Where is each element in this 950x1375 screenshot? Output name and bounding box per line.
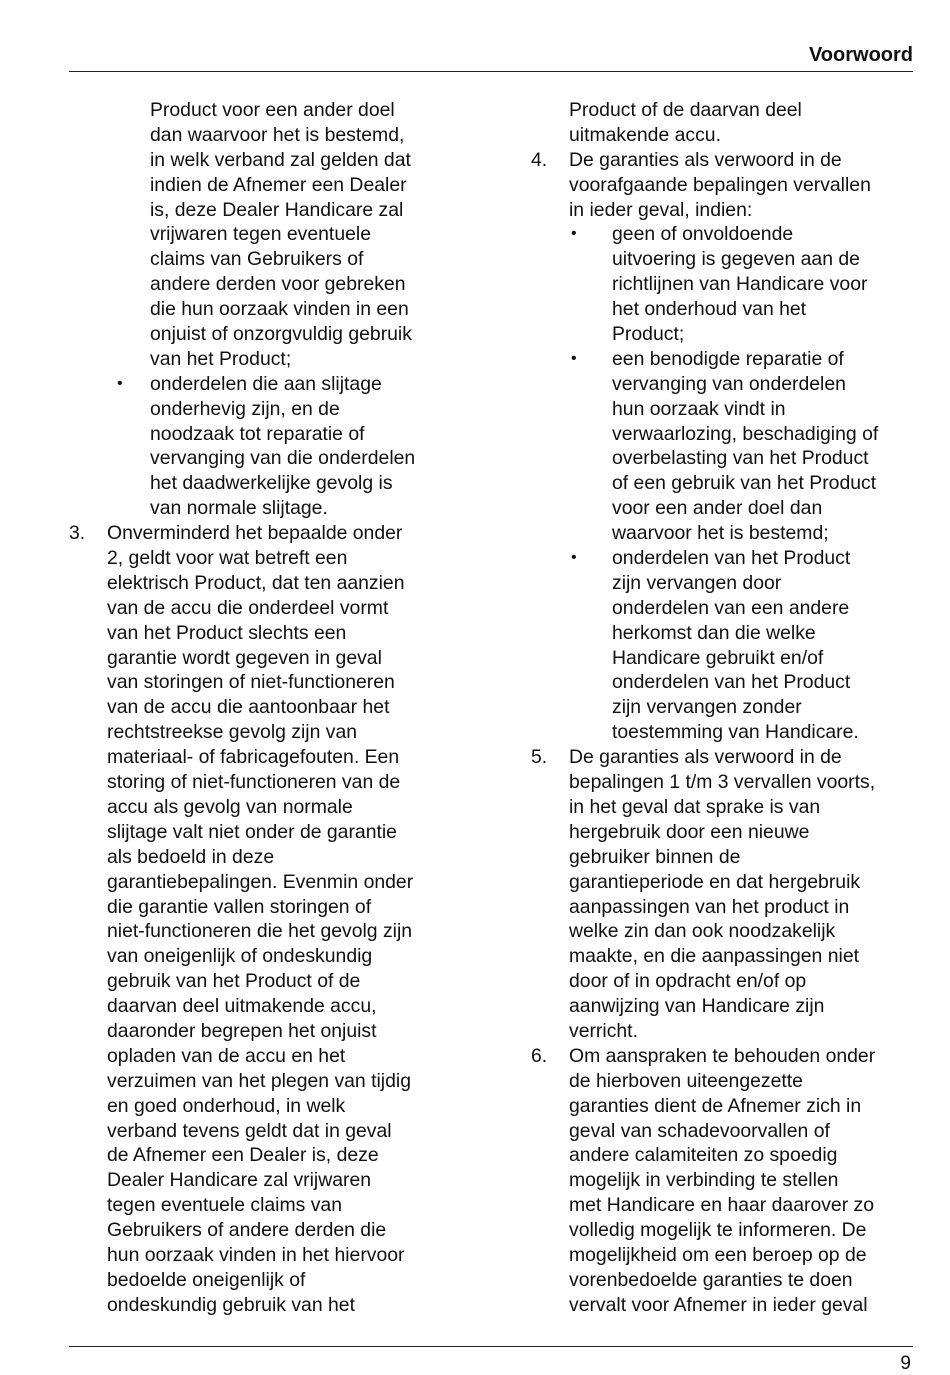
line-text: Om aanspraken te behouden onder — [569, 1044, 876, 1067]
text-line — [69, 994, 469, 1019]
text-line — [69, 1243, 469, 1268]
line-text: indien de Afnemer een Dealer — [150, 173, 407, 196]
line-text: Product of de daarvan deel — [569, 99, 802, 121]
text-line — [531, 969, 931, 994]
line-text: of een gebruik van het Product — [612, 472, 877, 495]
text-line — [69, 1293, 469, 1318]
text-line — [531, 621, 931, 646]
text-line — [531, 695, 931, 720]
line-text: hun oorzaak vindt in — [612, 397, 786, 420]
line-text: verzuimen van het plegen van tijdig — [107, 1069, 411, 1092]
line-text: van de accu die onderdeel vormt — [107, 596, 389, 619]
text-line — [531, 297, 931, 322]
line-text: mogelijk in verbinding te stellen — [569, 1169, 839, 1192]
line-text: Handicare gebruikt en/of — [612, 646, 824, 669]
text-line — [531, 1069, 931, 1094]
text-line — [69, 198, 469, 223]
text-line — [531, 646, 931, 671]
left-column — [69, 98, 469, 1318]
text-line — [531, 795, 931, 820]
line-text: hun oorzaak vinden in het hiervoor — [107, 1243, 405, 1266]
text-line — [69, 720, 469, 745]
line-text: claims van Gebruikers of — [150, 248, 364, 271]
line-text: ondeskundig gebruik van het — [107, 1293, 355, 1316]
line-text: het onderhoud van het — [612, 298, 807, 321]
line-text: onderdelen van een andere — [612, 596, 850, 619]
text-line — [531, 397, 931, 422]
line-text: herkomst dan die welke — [612, 621, 816, 644]
line-text: de hierboven uiteengezette — [569, 1069, 803, 1092]
line-text: rechtstreekse gevolg zijn van — [107, 721, 358, 744]
line-text: richtlijnen van Handicare voor — [612, 273, 868, 296]
line-text: andere calamiteiten zo spoedig — [569, 1144, 838, 1167]
text-line — [531, 1019, 931, 1044]
line-text: Product; — [612, 323, 685, 346]
text-line — [69, 895, 469, 920]
line-text: hergebruik door een nieuwe — [569, 820, 810, 843]
text-line — [69, 1168, 469, 1193]
text-line — [69, 446, 469, 471]
text-line — [69, 297, 469, 322]
text-line — [69, 272, 469, 297]
line-text: gebruik van het Product of de — [107, 970, 361, 993]
line-text: Dealer Handicare zal vrijwaren — [107, 1169, 372, 1192]
text-line — [531, 845, 931, 870]
text-line — [531, 148, 931, 173]
text-line — [531, 1119, 931, 1144]
line-text: aanpassingen van het product in — [569, 895, 850, 918]
bullet-icon: • — [571, 549, 577, 567]
text-line — [531, 546, 931, 571]
line-text: tegen eventuele claims van — [107, 1194, 342, 1217]
line-text: noodzaak tot reparatie of — [150, 422, 365, 445]
line-text: vrijwaren tegen eventuele — [150, 223, 371, 246]
text-line — [531, 1094, 931, 1119]
bullet-icon: • — [117, 374, 123, 392]
line-text: van oneigenlijk of ondeskundig — [107, 945, 373, 968]
line-text: het daadwerkelijke gevolg is — [150, 472, 393, 495]
text-line — [531, 1193, 931, 1218]
line-text: en goed onderhoud, in welk — [107, 1094, 346, 1117]
text-line — [531, 1168, 931, 1193]
text-line — [531, 670, 931, 695]
text-line — [69, 173, 469, 198]
text-line — [69, 123, 469, 148]
line-text: De garanties als verwoord in de — [569, 746, 842, 769]
line-text: van het Product; — [150, 347, 292, 370]
line-text: garanties dient de Afnemer zich in — [569, 1094, 862, 1117]
text-line — [69, 247, 469, 272]
text-line — [531, 222, 931, 247]
line-text: onderdelen die aan slijtage — [150, 372, 382, 395]
line-text: slijtage valt niet onder de garantie — [107, 820, 397, 843]
line-text: vorenbedoelde garanties te doen — [569, 1268, 853, 1291]
line-text: in het geval dat sprake is van — [569, 795, 821, 818]
list-number: 4. — [531, 148, 548, 171]
line-text: garantie wordt gegeven in geval — [107, 646, 382, 669]
text-line — [69, 621, 469, 646]
text-line — [531, 372, 931, 397]
line-text: Product voor een ander doel — [150, 99, 395, 121]
text-line — [69, 98, 469, 123]
line-text: geen of onvoldoende — [612, 223, 794, 246]
text-line — [69, 1069, 469, 1094]
line-text: andere derden voor gebreken — [150, 273, 406, 296]
line-text: toestemming van Handicare. — [612, 721, 859, 744]
line-text: aanwijzing van Handicare zijn — [569, 995, 825, 1018]
text-line — [69, 670, 469, 695]
text-line — [531, 994, 931, 1019]
text-line — [531, 247, 931, 272]
text-line — [531, 347, 931, 372]
text-line — [69, 820, 469, 845]
text-line — [531, 322, 931, 347]
line-text: materiaal- of fabricagefouten. Een — [107, 746, 400, 769]
text-line — [69, 1094, 469, 1119]
text-line — [69, 222, 469, 247]
text-line — [69, 845, 469, 870]
line-text: van storingen of niet-functioneren — [107, 671, 395, 694]
list-number: 5. — [531, 746, 548, 769]
line-text: een benodigde reparatie of — [612, 347, 844, 370]
line-text: door of in opdracht en/of op — [569, 970, 807, 993]
line-text: Gebruikers of andere derden die — [107, 1219, 387, 1242]
text-line — [531, 596, 931, 621]
line-text: waarvoor het is bestemd; — [612, 522, 829, 545]
line-text: garantieperiode en dat hergebruik — [569, 870, 861, 893]
line-text: in welk verband zal gelden dat — [150, 148, 411, 171]
text-line — [69, 546, 469, 571]
line-text: van de accu die aantoonbaar het — [107, 696, 390, 719]
text-line — [531, 198, 931, 223]
text-line — [69, 397, 469, 422]
text-line — [531, 521, 931, 546]
line-text: als bedoeld in deze — [107, 845, 275, 868]
text-line — [69, 1019, 469, 1044]
line-text: die garantie vallen storingen of — [107, 895, 372, 918]
line-text: vervalt voor Afnemer in ieder geval — [569, 1293, 868, 1316]
line-text: bepalingen 1 t/m 3 vervallen voorts, — [569, 771, 876, 794]
line-text: overbelasting van het Product — [612, 447, 869, 470]
line-text: Onverminderd het bepaalde onder — [107, 522, 403, 545]
text-line — [69, 496, 469, 521]
text-line — [531, 571, 931, 596]
text-line — [531, 919, 931, 944]
text-line — [69, 148, 469, 173]
line-text: van het Product slechts een — [107, 621, 347, 644]
text-line — [69, 944, 469, 969]
line-text: voor een ander doel dan — [612, 497, 823, 520]
text-line — [531, 471, 931, 496]
line-text: is, deze Dealer Handicare zal — [150, 198, 404, 221]
text-line — [531, 1143, 931, 1168]
text-line — [531, 895, 931, 920]
text-line — [531, 770, 931, 795]
line-text: welke zin dan ook noodzakelijk — [569, 920, 836, 943]
text-line — [69, 422, 469, 447]
text-line — [531, 870, 931, 895]
line-text: onjuist of onzorgvuldig gebruik — [150, 323, 412, 346]
line-text: accu als gevolg van normale — [107, 795, 353, 818]
text-line — [69, 1193, 469, 1218]
line-text: storing of niet-functioneren van de — [107, 771, 401, 794]
line-text: de Afnemer een Dealer is, deze — [107, 1144, 379, 1167]
text-line — [69, 870, 469, 895]
text-line — [69, 745, 469, 770]
text-line — [531, 422, 931, 447]
text-line — [69, 795, 469, 820]
list-number: 6. — [531, 1044, 548, 1067]
line-text: daarvan deel uitmakende accu, — [107, 995, 377, 1018]
text-line — [531, 745, 931, 770]
line-text: gebruiker binnen de — [569, 845, 741, 868]
page-header-title: Voorwoord — [808, 44, 913, 66]
text-line — [531, 944, 931, 969]
line-text: in ieder geval, indien: — [569, 198, 753, 221]
line-text: uitvoering is gegeven aan de — [612, 248, 860, 271]
line-text: niet-functioneren die het gevolg zijn — [107, 920, 413, 943]
line-text: daaronder begrepen het onjuist — [107, 1019, 377, 1042]
line-text: dan waarvoor het is bestemd, — [150, 123, 405, 146]
list-number: 3. — [69, 522, 86, 545]
text-line — [69, 471, 469, 496]
line-text: volledig mogelijk te informeren. De — [569, 1219, 867, 1242]
text-line — [69, 521, 469, 546]
line-text: 2, geldt voor wat betreft een — [107, 547, 348, 570]
text-line — [531, 1293, 931, 1318]
line-text: verricht. — [569, 1019, 638, 1042]
text-line — [69, 770, 469, 795]
text-line — [531, 1044, 931, 1069]
line-text: onderdelen van het Product — [612, 547, 851, 570]
line-text: opladen van de accu en het — [107, 1044, 346, 1067]
text-line — [69, 1218, 469, 1243]
line-text: onderhevig zijn, en de — [150, 397, 340, 420]
line-text: met Handicare en haar daarover zo — [569, 1194, 875, 1217]
line-text: mogelijkheid om een beroep op de — [569, 1243, 867, 1266]
header-divider — [69, 71, 913, 72]
line-text: garantiebepalingen. Evenmin onder — [107, 870, 414, 893]
text-line — [69, 322, 469, 347]
line-text: verwaarlozing, beschadiging of — [612, 422, 879, 445]
right-column — [531, 98, 931, 1318]
text-line — [69, 372, 469, 397]
bullet-icon: • — [571, 225, 577, 243]
text-line — [531, 1243, 931, 1268]
text-line — [531, 1218, 931, 1243]
line-text: elektrisch Product, dat ten aanzien — [107, 571, 405, 594]
text-line — [69, 1143, 469, 1168]
text-line — [69, 571, 469, 596]
text-line — [531, 173, 931, 198]
line-text: verband tevens geldt dat in geval — [107, 1119, 392, 1142]
line-text: zijn vervangen zonder — [612, 696, 802, 719]
line-text: bedoelde oneigenlijk of — [107, 1268, 306, 1291]
text-line — [69, 1119, 469, 1144]
line-text: vervanging van die onderdelen — [150, 447, 416, 470]
text-line — [531, 1268, 931, 1293]
text-line — [531, 446, 931, 471]
text-line — [69, 969, 469, 994]
line-text: zijn vervangen door — [612, 571, 782, 594]
text-line — [69, 919, 469, 944]
line-text: onderdelen van het Product — [612, 671, 851, 694]
line-text: geval van schadevoorvallen of — [569, 1119, 830, 1142]
footer-divider — [69, 1346, 913, 1347]
text-line — [531, 496, 931, 521]
text-line — [531, 820, 931, 845]
bullet-icon: • — [571, 349, 577, 367]
line-text: die hun oorzaak vinden in een — [150, 298, 409, 321]
text-line — [69, 1044, 469, 1069]
text-line — [69, 347, 469, 372]
text-line — [531, 720, 931, 745]
text-line — [69, 695, 469, 720]
text-line — [69, 1268, 469, 1293]
line-text: De garanties als verwoord in de — [569, 148, 842, 171]
text-line — [69, 596, 469, 621]
page-number: 9 — [900, 1353, 911, 1374]
line-text: uitmakende accu. — [569, 123, 721, 146]
text-line — [531, 98, 931, 123]
line-text: voorafgaande bepalingen vervallen — [569, 173, 871, 196]
text-line — [531, 123, 931, 148]
text-line — [531, 272, 931, 297]
line-text: vervanging van onderdelen — [612, 372, 846, 395]
text-line — [69, 646, 469, 671]
line-text: maakte, en die aanpassingen niet — [569, 945, 859, 968]
line-text: van normale slijtage. — [150, 497, 328, 520]
